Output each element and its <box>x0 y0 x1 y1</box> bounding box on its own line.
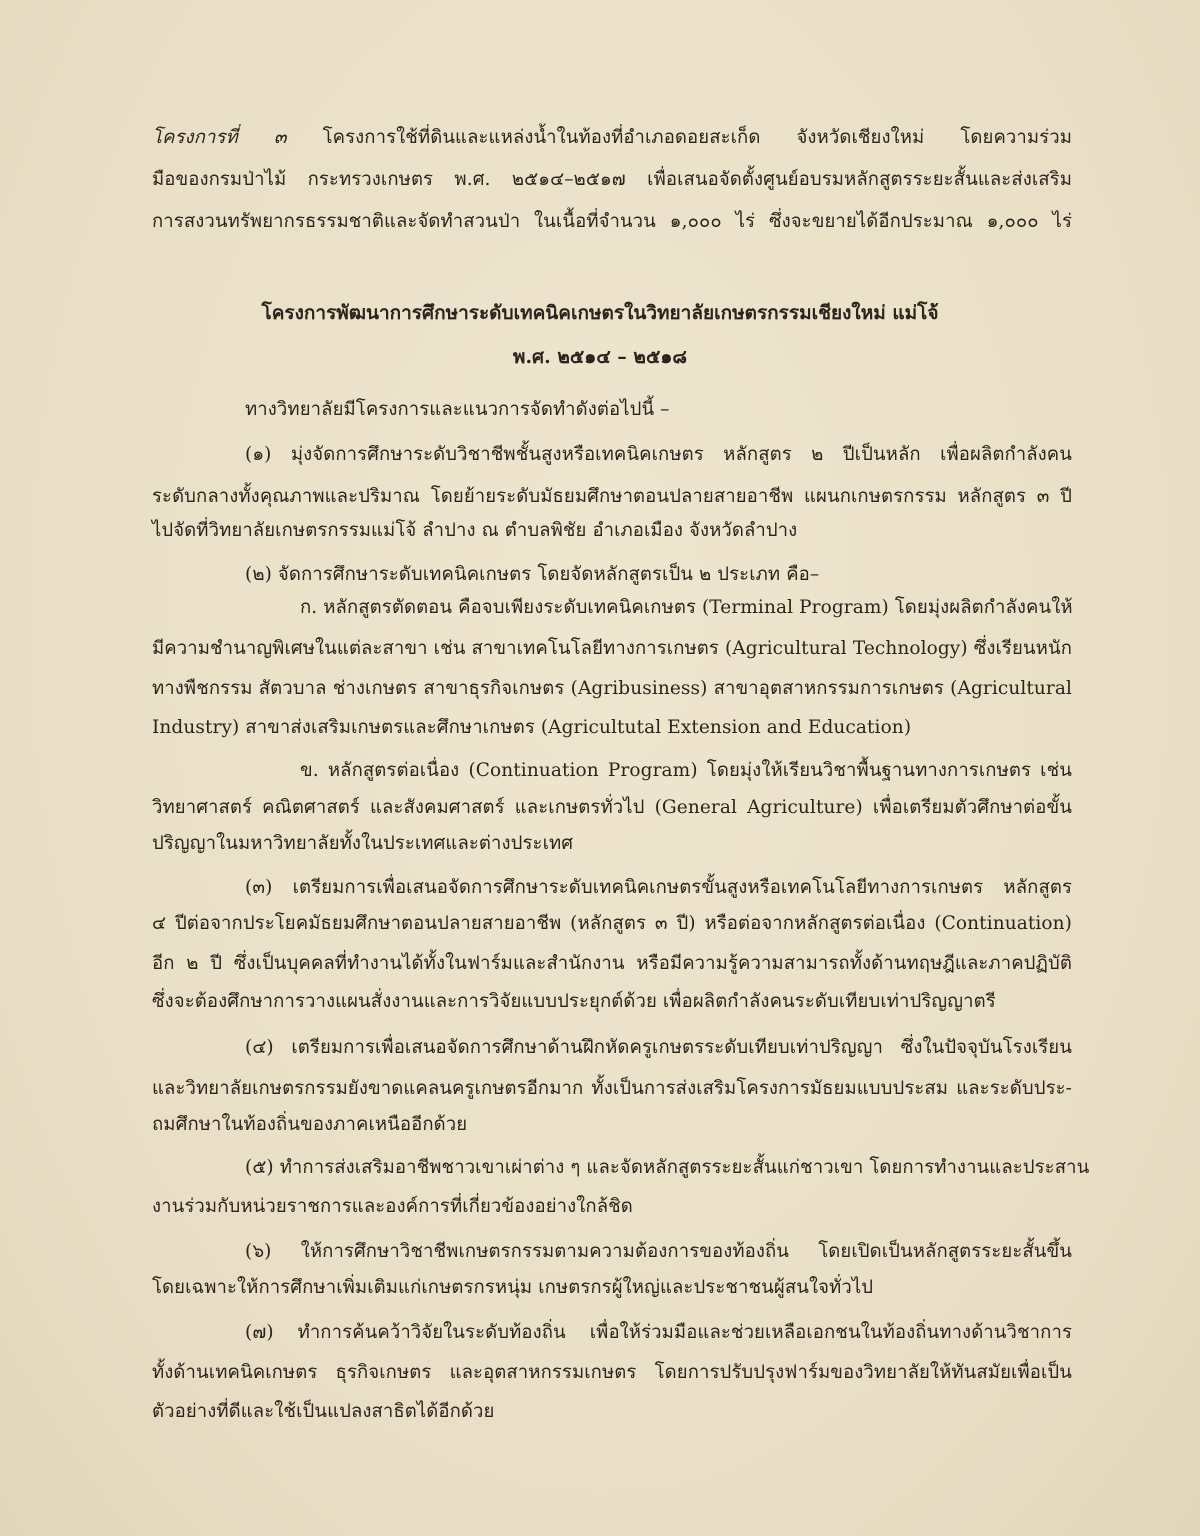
section-title: โครงการพัฒนาการศึกษาระดับเทคนิคเกษตรในวิทยาลัยเกษตรกรรมเชียงใหม่ แม่โจ้ <box>261 302 939 324</box>
body-line: ตัวอย่างที่ดีและใช้เป็นแปลงสาธิตได้อีกด้วย <box>152 1401 495 1422</box>
project-label: โครงการที่ ๓ <box>152 127 287 148</box>
body-line: (๒) จัดการศึกษาระดับเทคนิคเกษตร โดยจัดหลักสูตรเป็น ๒ ประเภท คือ– <box>245 564 820 585</box>
body-line: (๔) เตรียมการเพื่อเสนอจัดการศึกษาด้านฝึกหัดครูเกษตรระดับเทียบเท่าปริญญา ซึ่งในปัจจุบันโรงเรียน <box>245 1037 1072 1058</box>
body-line: ระดับกลางทั้งคุณภาพและปริมาณ โดยย้ายระดับมัธยมศึกษาตอนปลายสายอาชีพ แผนกเกษตรกรรม หลักสูตร ๓ ปี <box>152 486 1072 507</box>
body-line: ทางวิทยาลัยมีโครงการและแนวการจัดทำดังต่อไปนี้ – <box>245 399 670 420</box>
body-line: ข. หลักสูตรต่อเนื่อง (Continuation Program) โดยมุ่งให้เรียนวิชาพื้นฐานทางการเกษตร เช่น <box>300 760 1072 781</box>
body-line: (๑) มุ่งจัดการศึกษาระดับวิชาชีพชั้นสูงหรือเทคนิคเกษตร หลักสูตร ๒ ปีเป็นหลัก เพื่อผลิตกำลังคน <box>245 444 1072 465</box>
intro-line-1 <box>152 126 1072 150</box>
body-line: ทั้งด้านเทคนิคเกษตร ธุรกิจเกษตร และอุตสาหกรรมเกษตร โดยการปรับปรุงฟาร์มของวิทยาลัยให้ทันสมัยเพื่อเป็น <box>152 1362 1072 1383</box>
body-line: ปริญญาในมหาวิทยาลัยทั้งในประเทศและต่างประเทศ <box>152 833 574 854</box>
intro-line-1-text: โครงการใช้ที่ดินและแหล่งน้ำในท้องที่อำเภอดอยสะเก็ด จังหวัดเชียงใหม่ โดยความร่วม <box>322 127 1073 148</box>
body-line: (๗) ทำการค้นคว้าวิจัยในระดับท้องถิ่น เพื่อให้ร่วมมือและช่วยเหลือเอกชนในท้องถิ่นทางด้านวิชาการ <box>245 1322 1072 1343</box>
body-line: (๓) เตรียมการเพื่อเสนอจัดการศึกษาระดับเทคนิคเกษตรขั้นสูงหรือเทคโนโลยีทางการเกษตร หลักสูตร <box>245 877 1072 898</box>
intro-line-3: การสงวนทรัพยากรธรรมชาติและจัดทำสวนป่า ในเนื้อที่จำนวน ๑,๐๐๐ ไร่ ซึ่งจะขยายได้อีกประมาณ ๑,๐๐๐ ไร่ <box>152 211 1072 232</box>
body-line: โดยเฉพาะให้การศึกษาเพิ่มเติมแก่เกษตรกรหนุ่ม เกษตรกรผู้ใหญ่และประชาชนผู้สนใจทั่วไป <box>152 1277 874 1298</box>
body-line: ไปจัดที่วิทยาลัยเกษตรกรรมแม่โจ้ ลำปาง ณ ตำบลพิชัย อำเภอเมือง จังหวัดลำปาง <box>152 520 798 541</box>
intro-line-2: มือของกรมป่าไม้ กระทรวงเกษตร พ.ศ. ๒๕๑๔–๒๕๑๗ เพื่อเสนอจัดตั้งศูนย์อบรมหลักสูตรระยะสั้นและส่งเสริม <box>152 169 1072 190</box>
body-line: (๕) ทำการส่งเสริมอาชีพชาวเขาเผ่าต่าง ๆ และจัดหลักสูตรระยะสั้นแก่ชาวเขา โดยการทำงานและประสาน <box>245 1157 1090 1178</box>
body-line: ซึ่งจะต้องศึกษาการวางแผนสั่งงานและการวิจัยแบบประยุกต์ด้วย เพื่อผลิตกำลังคนระดับเทียบเท่าปริญญาตรี <box>152 991 996 1012</box>
body-line: วิทยาศาสตร์ คณิตศาสตร์ และสังคมศาสตร์ และเกษตรทั่วไป (General Agriculture) เพื่อเตรียมตัวศึกษาต่อขั้น <box>152 797 1072 818</box>
body-line: มีความชำนาญพิเศษในแต่ละสาขา เช่น สาขาเทคโนโลยีทางการเกษตร (Agricultural Technology) ซึ่งเรียนหนัก <box>152 638 1072 659</box>
body-line: งานร่วมกับหน่วยราชการและองค์การที่เกี่ยวข้องอย่างใกล้ชิด <box>152 1196 633 1217</box>
body-line: และวิทยาลัยเกษตรกรรมยังขาดแคลนครูเกษตรอีกมาก ทั้งเป็นการส่งเสริมโครงการมัธยมแบบประสม และระดับประ- <box>152 1078 1072 1099</box>
body-line: (๖) ให้การศึกษาวิชาชีพเกษตรกรรมตามความต้องการของท้องถิ่น โดยเปิดเป็นหลักสูตรระยะสั้นขึ้น <box>245 1241 1072 1262</box>
body-line: ถมศึกษาในท้องถิ่นของภาคเหนืออีกด้วย <box>152 1114 468 1135</box>
body-line: Industry) สาขาส่งเสริมเกษตรและศึกษาเกษตร (Agricultutal Extension and Education) <box>152 717 912 738</box>
body-line: อีก ๒ ปี ซึ่งเป็นบุคคลที่ทำงานได้ทั้งในฟาร์มและสำนักงาน หรือมีความรู้ความสามารถทั้งด้านทฤษฎีและภาคปฏิบัติ <box>152 953 1072 974</box>
body-line: ก. หลักสูตรตัดตอน คือจบเพียงระดับเทคนิคเกษตร (Terminal Program) โดยมุ่งผลิตกำลังคนให้ <box>300 597 1073 618</box>
body-line: ทางพืชกรรม สัตวบาล ช่างเกษตร สาขาธุรกิจเกษตร (Agribusiness) สาขาอุตสาหกรรมการเกษตร (Agricultural <box>152 678 1072 699</box>
body-line: ๔ ปีต่อจากประโยคมัธยมศึกษาตอนปลายสายอาชีพ (หลักสูตร ๓ ปี) หรือต่อจากหลักสูตรต่อเนื่อง (Continuation) <box>152 913 1072 934</box>
section-years: พ.ศ. ๒๕๑๔ – ๒๕๑๘ <box>512 346 688 368</box>
